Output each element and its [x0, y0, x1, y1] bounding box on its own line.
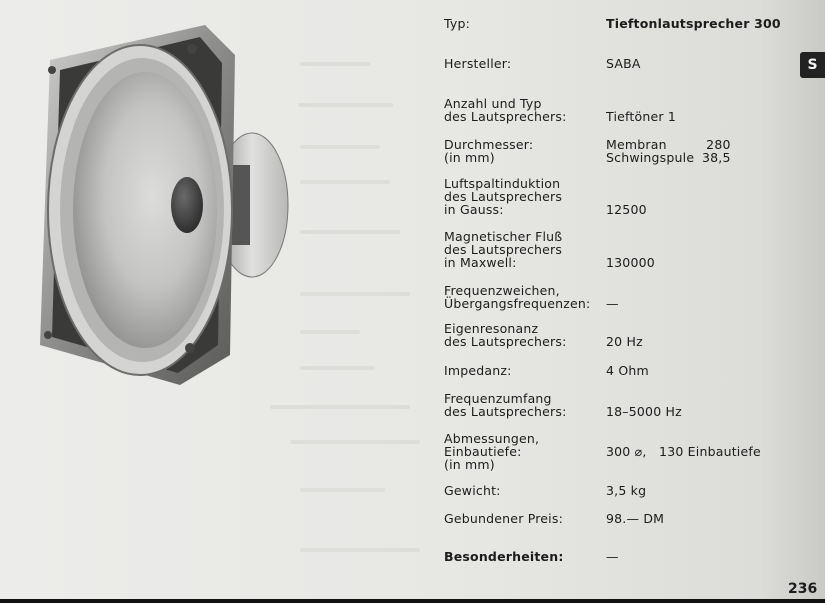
spec-value	[606, 484, 646, 497]
spec-value	[606, 405, 682, 418]
spec-value-number: 280	[706, 137, 731, 152]
spec-value	[606, 17, 781, 30]
spec-label-line: Impedanz:	[444, 363, 512, 378]
spec-value	[606, 57, 641, 70]
spec-label-line: Typ:	[444, 16, 471, 31]
spec-label-line: des Lautsprechers	[444, 189, 563, 204]
spec-value-line: —	[606, 549, 619, 564]
spec-label-line: Besonderheiten:	[444, 549, 564, 564]
spec-label-line: Durchmesser:	[444, 137, 534, 152]
spec-value	[606, 138, 731, 164]
spec-label-line: (in mm)	[444, 457, 495, 472]
spec-label	[444, 97, 567, 123]
spec-label	[444, 512, 563, 525]
spec-label-line: Frequenzweichen,	[444, 283, 560, 298]
spec-label-line: Abmessungen,	[444, 431, 540, 446]
spec-label	[444, 177, 562, 216]
spec-label-line: in Maxwell:	[444, 255, 517, 270]
spec-label	[444, 17, 470, 30]
spec-value	[606, 203, 647, 216]
spec-value-line: 98.— DM	[606, 511, 665, 526]
spec-label-line: Magnetischer Fluß	[444, 229, 563, 244]
spec-value-line: 300 ⌀, 130 Einbautiefe	[606, 444, 761, 459]
spec-label-line: Hersteller:	[444, 56, 512, 71]
spec-value-line: —	[606, 296, 619, 311]
page-number: 236	[788, 581, 818, 597]
spec-label-line: des Lautsprechers	[444, 242, 563, 257]
spec-label-line: des Lautsprechers:	[444, 109, 567, 124]
spec-label	[444, 484, 501, 497]
spec-label	[444, 432, 539, 471]
spec-value-line: 18–5000 Hz	[606, 404, 682, 419]
thumb-tab-letter: S	[807, 57, 818, 73]
spec-label	[444, 550, 564, 563]
spec-label-line: in Gauss:	[444, 202, 504, 217]
spec-value	[606, 445, 761, 458]
spec-label-line: Gewicht:	[444, 483, 501, 498]
spec-label-line: Gebundener Preis:	[444, 511, 563, 526]
spec-value-line: 4 Ohm	[606, 363, 649, 378]
spec-value	[606, 550, 619, 563]
spec-label	[444, 57, 511, 70]
spec-label-line: Luftspaltinduktion	[444, 176, 561, 191]
manufacturer-thumb-tab	[800, 52, 825, 78]
spec-value	[606, 110, 676, 123]
spec-value-line: 12500	[606, 202, 647, 217]
spec-value	[606, 364, 649, 377]
spec-value-key: Membran	[606, 137, 667, 152]
spec-value-line: 20 Hz	[606, 334, 643, 349]
spec-label-line: Übergangsfrequenzen:	[444, 296, 591, 311]
spec-value	[606, 512, 664, 525]
spec-value-line: Tieftonlautsprecher 300	[606, 16, 781, 31]
spec-label-line: des Lautsprechers:	[444, 334, 567, 349]
spec-label-line: (in mm)	[444, 150, 495, 165]
spec-label-line: Anzahl und Typ	[444, 96, 542, 111]
loudspeaker-photo-icon	[30, 15, 300, 395]
spec-value-line: SABA	[606, 56, 641, 71]
spec-value	[606, 256, 655, 269]
spec-label	[444, 322, 567, 348]
spec-value-line: Tieftöner 1	[606, 109, 677, 124]
spec-value	[606, 335, 643, 348]
spec-value-key: Schwingspule	[606, 150, 695, 165]
spec-value-number: 38,5	[702, 150, 731, 165]
bottom-rule	[0, 599, 825, 603]
spec-label	[444, 284, 590, 310]
spec-label	[444, 392, 567, 418]
spec-label-line: des Lautsprechers:	[444, 404, 567, 419]
spec-label	[444, 230, 562, 269]
spec-label	[444, 138, 533, 164]
spec-value-line: 130000	[606, 255, 655, 270]
spec-value	[606, 297, 619, 310]
spec-label-line: Eigenresonanz	[444, 321, 539, 336]
spec-label	[444, 364, 512, 377]
spec-label-line: Frequenzumfang	[444, 391, 552, 406]
spec-value-line: 3,5 kg	[606, 483, 647, 498]
spec-label-line: Einbautiefe:	[444, 444, 522, 459]
